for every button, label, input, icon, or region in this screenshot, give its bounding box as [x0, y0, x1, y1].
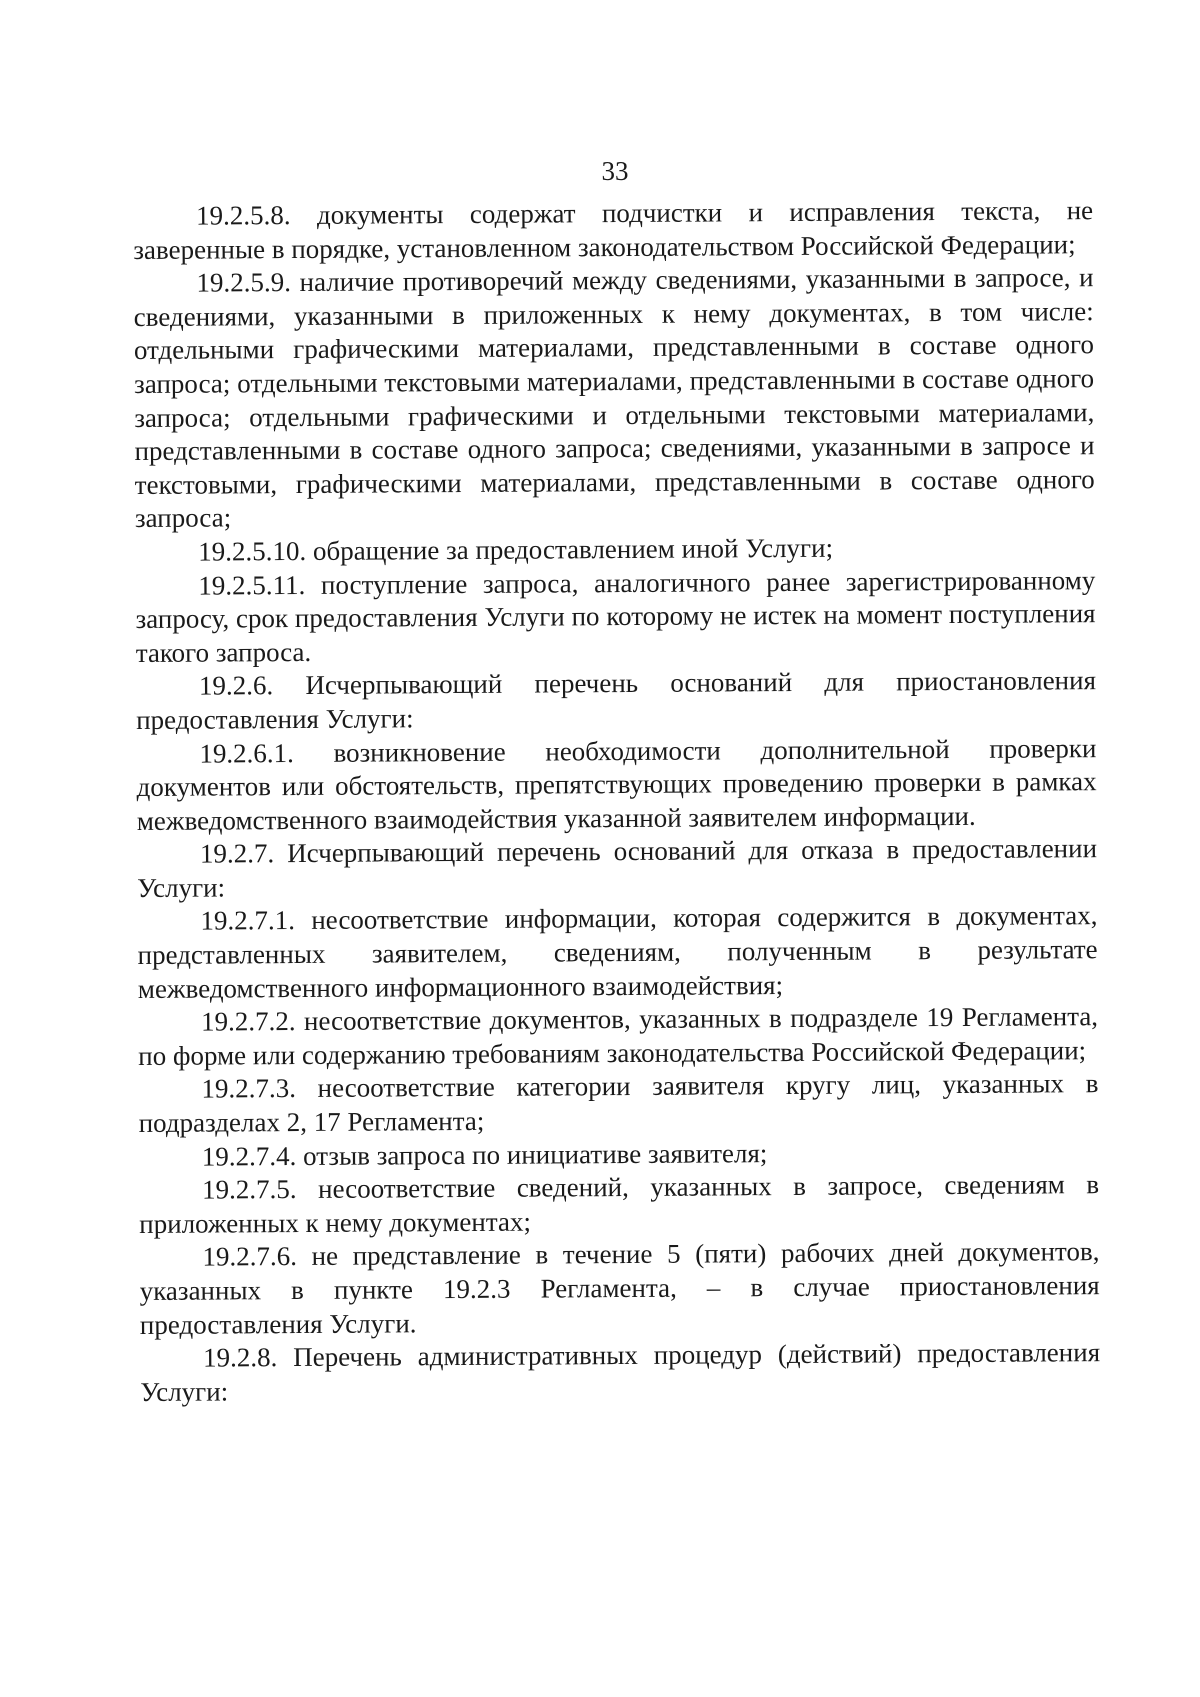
page-number: 33	[601, 156, 629, 186]
paragraph-19-2-7: 19.2.7. Исчерпывающий перечень оснований для отказа в предоставлении Услуги:	[137, 833, 1098, 903]
paragraph-19-2-7-3: 19.2.7.3. несоответствие категории заявителя кругу лиц, указанных в подразделах 2, 17 Регламента;	[138, 1068, 1099, 1139]
paragraph-19-2-7-6: 19.2.7.6. не представление в течение 5 (пяти) рабочих дней документов, указанных в пункте 19.2.3 Регламента, – в случае приостановления предоставления Услуги.	[139, 1236, 1100, 1340]
paragraph-19-2-5-9: 19.2.5.9. наличие противоречий между сведениями, указанными в запросе, и сведениями, указанными в приложенных к нему документах, в том числе: отдельными графическими материалами, представленными в составе одного запроса; отдельными текстовыми материалами, представленными в составе одного запроса; отдельными графическими и отдельными текстовыми материалами, представленными в составе одного запроса; сведениями, указанными в запросе и текстовыми, графическими материалами, представленными в составе одного запроса;	[133, 262, 1095, 534]
paragraph-19-2-8: 19.2.8. Перечень административных процедур (действий) предоставления Услуги:	[140, 1337, 1101, 1407]
paragraph-19-2-7-4: 19.2.7.4. отзыв запроса по инициативе заявителя;	[201, 1137, 768, 1172]
paragraph-19-2-7-2: 19.2.7.2. несоответствие документов, указанных в подразделе 19 Регламента, по форме или содержанию требованиям законодательства Российской Федерации;	[138, 1001, 1099, 1071]
document-body	[133, 194, 1100, 1409]
paragraph-19-2-7-1: 19.2.7.1. несоответствие информации, которая содержится в документах, представленных заявителем, сведениям, полученным в результате межведомственного информационного взаимодействия;	[137, 900, 1098, 1004]
paragraph-19-2-6-1: 19.2.6.1. возникновение необходимости дополнительной проверки документов или обстоятельств, препятствующих проведению проверки в рамках межведомственного взаимодействия указанной заявителем информации.	[136, 732, 1097, 836]
paragraph-19-2-7-5: 19.2.7.5. несоответствие сведений, указанных в запросе, сведениям в приложенных к нему документах;	[139, 1169, 1100, 1239]
paragraph-19-2-5-10: 19.2.5.10. обращение за предоставлением иной Услуги;	[198, 532, 834, 567]
paragraph-19-2-5-11: 19.2.5.11. поступление запроса, аналогичного ранее зарегистрированному запросу, срок предоставления Услуги по которому не истек на момент поступления такого запроса.	[135, 564, 1096, 668]
paragraph-19-2-5-8: 19.2.5.8. документы содержат подчистки и исправления текста, не заверенные в порядке, установленном законодательством Российской Федерации;	[133, 195, 1094, 265]
paragraph-19-2-6: 19.2.6. Исчерпывающий перечень оснований для приостановления предоставления Услуги:	[136, 665, 1097, 735]
